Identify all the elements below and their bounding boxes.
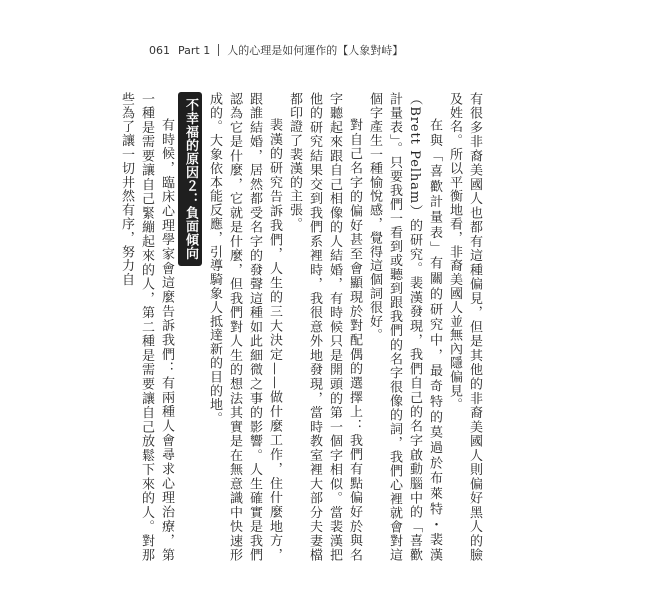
section-heading: 不幸福的原因２：負面傾向 bbox=[178, 92, 202, 266]
page-header bbox=[149, 40, 403, 60]
paragraph: 有時候，臨床心理學家會這麼告訴我們：有兩種人會尋求心理治療，第一種是需要讓自己緊繃起來的人，第二種是需要讓自己放鬆下來的人。對那些為了讓一切井然有序，努力自 bbox=[119, 92, 174, 562]
part-label: Part 1 bbox=[178, 43, 211, 57]
paragraph: 有很多非裔美國人也都有這種偏見，但是其他的非裔美國人則偏好黑人的臉及姓名。所以平衡地看，非裔美國人並無內隱偏見。 bbox=[447, 92, 482, 562]
header-divider bbox=[218, 44, 219, 56]
paragraph: 對自己名字的偏好甚至會顯現於對配偶的選擇上：我們有點偏好於與名字聽起來跟自己相像的人結婚，有時候只是開頭的第一個字相似。當裴漢把他的研究結果交到我們系裡時，我很意外地發現，當時教室裡大部分夫妻檔都印證了裴漢的主張。 bbox=[287, 92, 362, 562]
paragraph: 在與「喜歡計量表」有關的研究中，最奇特的莫過於布萊特・裴漢（Brett Pelham）的研究。裴漢發現，我們自己的名字啟動腦中的「喜歡計量表」。只要我們一看到或聽到跟我們的名字很像的詞，我們心裡就會對這個字產生一種愉悅感，覺得這個詞很好。 bbox=[367, 92, 442, 562]
section-heading-wrap bbox=[176, 92, 204, 562]
page-number: 061 bbox=[149, 43, 170, 57]
paragraph: 裴漢的研究告訴我們，人生的三大決定——做什麼工作，住什麼地方，跟誰結婚，居然都受名字的發聲這種如此細微之事的影響。人生確實是我們認為它是什麼，它就是什麼，但我們對人生的想法其實是在無意識中快速形成的。大象依本能反應，引導騎象人抵達新的目的地。 bbox=[207, 92, 282, 562]
body-text bbox=[116, 92, 484, 562]
chapter-title: 人的心理是如何運作的【人象對峙】 bbox=[227, 44, 404, 57]
